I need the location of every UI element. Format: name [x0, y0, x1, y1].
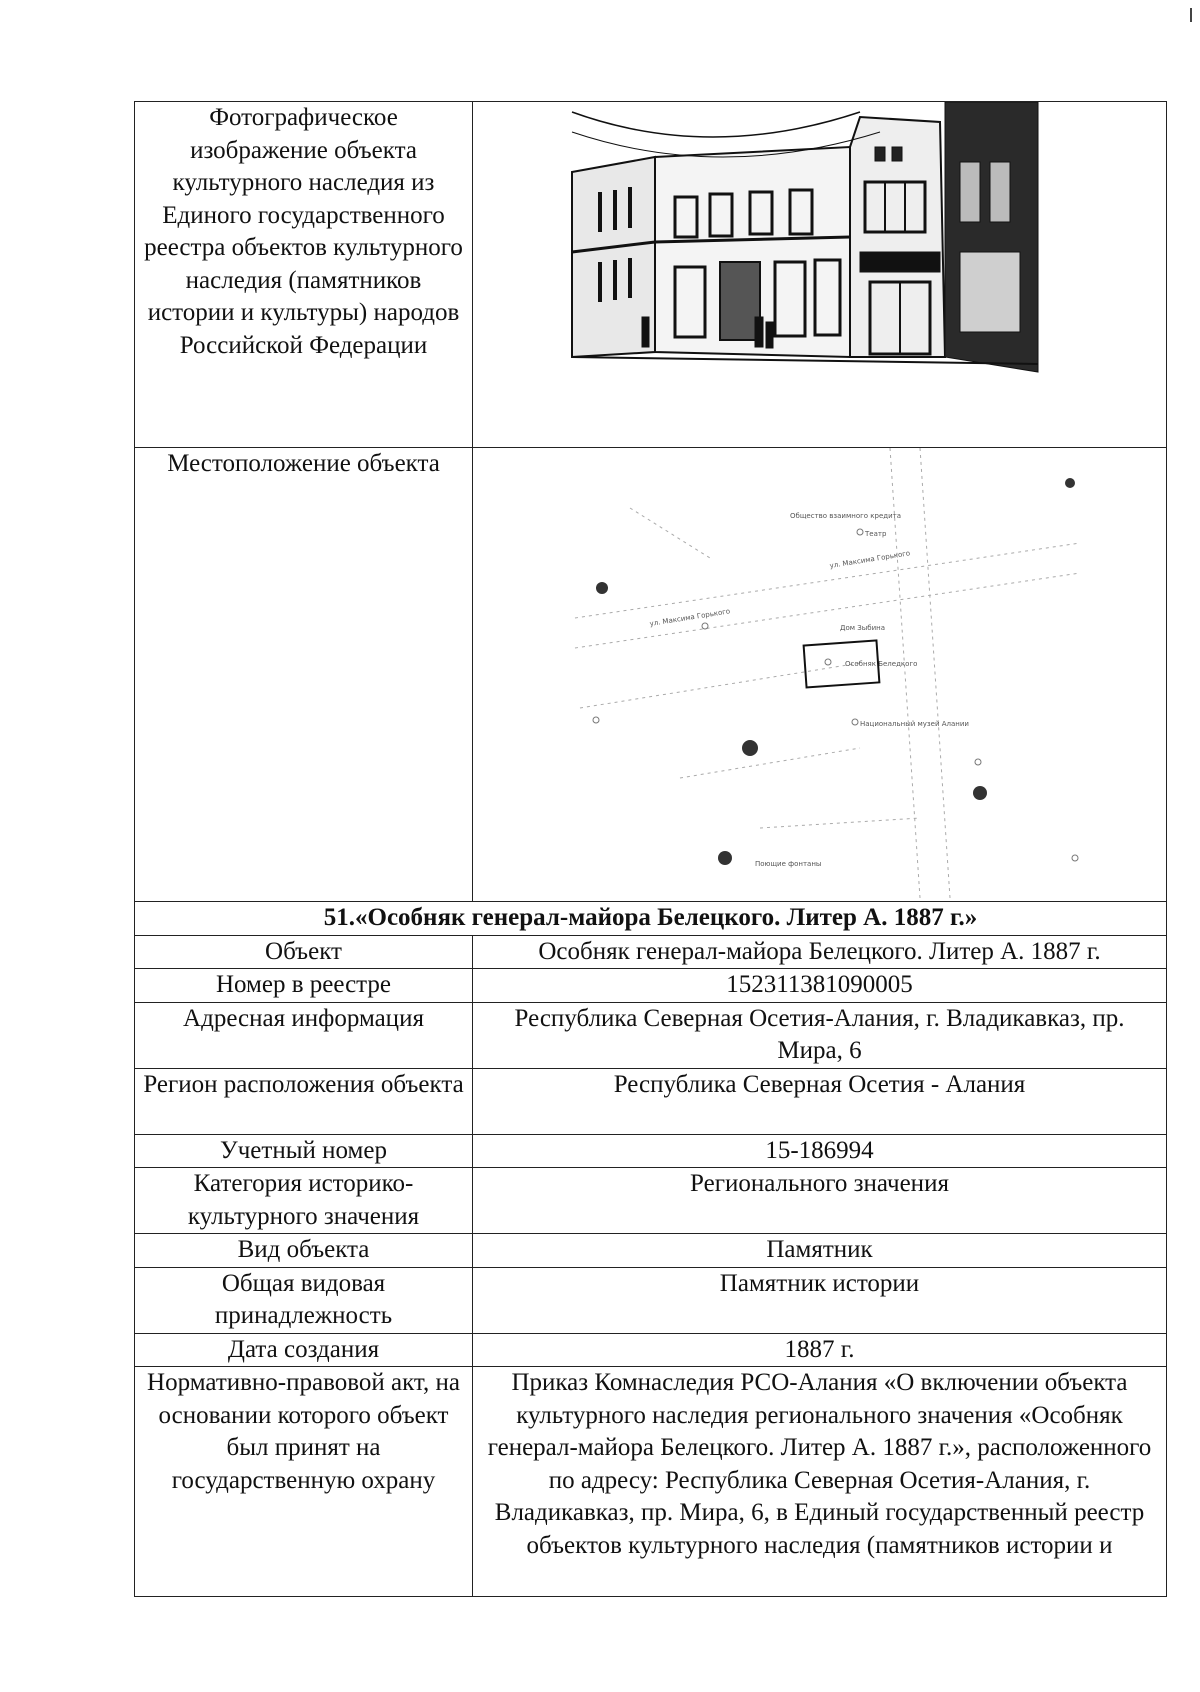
- row-label: Учетный номер: [135, 1134, 473, 1168]
- heritage-object-table: [134, 101, 1167, 1597]
- map-cell: [473, 448, 1167, 902]
- location-map: [560, 448, 1080, 898]
- row-value: Регионального значения: [473, 1168, 1167, 1234]
- map-label-museum: Национальный музей Алании: [859, 720, 969, 728]
- row-label: Адресная информация: [135, 1002, 473, 1068]
- location-row: [135, 448, 1167, 902]
- table-row: [135, 1134, 1167, 1168]
- row-value: 1887 г.: [473, 1333, 1167, 1367]
- map-label-bank: Общество взаимного кредита: [789, 512, 901, 520]
- table-row: [135, 969, 1167, 1003]
- row-label: Вид объекта: [135, 1234, 473, 1268]
- map-label-theatre: Театр: [864, 530, 886, 538]
- photo-cell: [473, 102, 1167, 448]
- table-row: [135, 1002, 1167, 1068]
- row-label: Нормативно-правовой акт, на основании которого объект был принят на государственную охрану: [135, 1367, 473, 1597]
- location-label: Местоположение объекта: [135, 448, 473, 902]
- table-row: [135, 1234, 1167, 1268]
- row-label: Объект: [135, 935, 473, 969]
- row-label: Номер в реестре: [135, 969, 473, 1003]
- row-label: Категория историко-культурного значения: [135, 1168, 473, 1234]
- row-value: Приказ Комнаследия РСО-Алания «О включении объекта культурного наследия регионального значения «Особняк генерал-майора Белецкого. Литер А. 1887 г.», расположенного по адресу: Республика Северная Осетия-Алания, г. Владикавказ, пр. Мира, 6, в Единый государственный реестр объектов культурного наследия (памятников истории и: [473, 1367, 1167, 1597]
- row-value: 152311381090005: [473, 969, 1167, 1003]
- table-row: [135, 1333, 1167, 1367]
- table-row: [135, 935, 1167, 969]
- table-row: [135, 1068, 1167, 1134]
- table-row: [135, 1267, 1167, 1333]
- street-label-2: ул. Максима Горького: [648, 607, 731, 628]
- page-edge-mark: [1190, 8, 1192, 22]
- row-label: Общая видовая принадлежность: [135, 1267, 473, 1333]
- row-value: Особняк генерал-майора Белецкого. Литер А. 1887 г.: [473, 935, 1167, 969]
- map-label-house: Дом Зыбина: [839, 624, 885, 632]
- row-label: Дата создания: [135, 1333, 473, 1367]
- row-value: Республика Северная Осетия - Алания: [473, 1068, 1167, 1134]
- map-label-building: Особняк Беледкого: [844, 660, 917, 668]
- title-row: [135, 902, 1167, 936]
- street-label-1: ул. Максима Горького: [828, 549, 911, 570]
- row-value: 15-186994: [473, 1134, 1167, 1168]
- row-value: Памятник: [473, 1234, 1167, 1268]
- row-value: Памятник истории: [473, 1267, 1167, 1333]
- building-photo: [560, 102, 1080, 447]
- map-label-fountain: Поющие фонтаны: [754, 860, 821, 868]
- row-value: Республика Северная Осетия-Алания, г. Владикавказ, пр. Мира, 6: [473, 1002, 1167, 1068]
- table-row: [135, 1367, 1167, 1597]
- row-label: Регион расположения объекта: [135, 1068, 473, 1134]
- photo-row: [135, 102, 1167, 448]
- object-title: 51.«Особняк генерал-майора Белецкого. Литер А. 1887 г.»: [135, 902, 1167, 936]
- photo-label: Фотографическое изображение объекта культурного наследия из Единого государственного реестра объектов культурного наследия (памятников истории и культуры) народов Российской Федерации: [135, 102, 473, 448]
- table-row: [135, 1168, 1167, 1234]
